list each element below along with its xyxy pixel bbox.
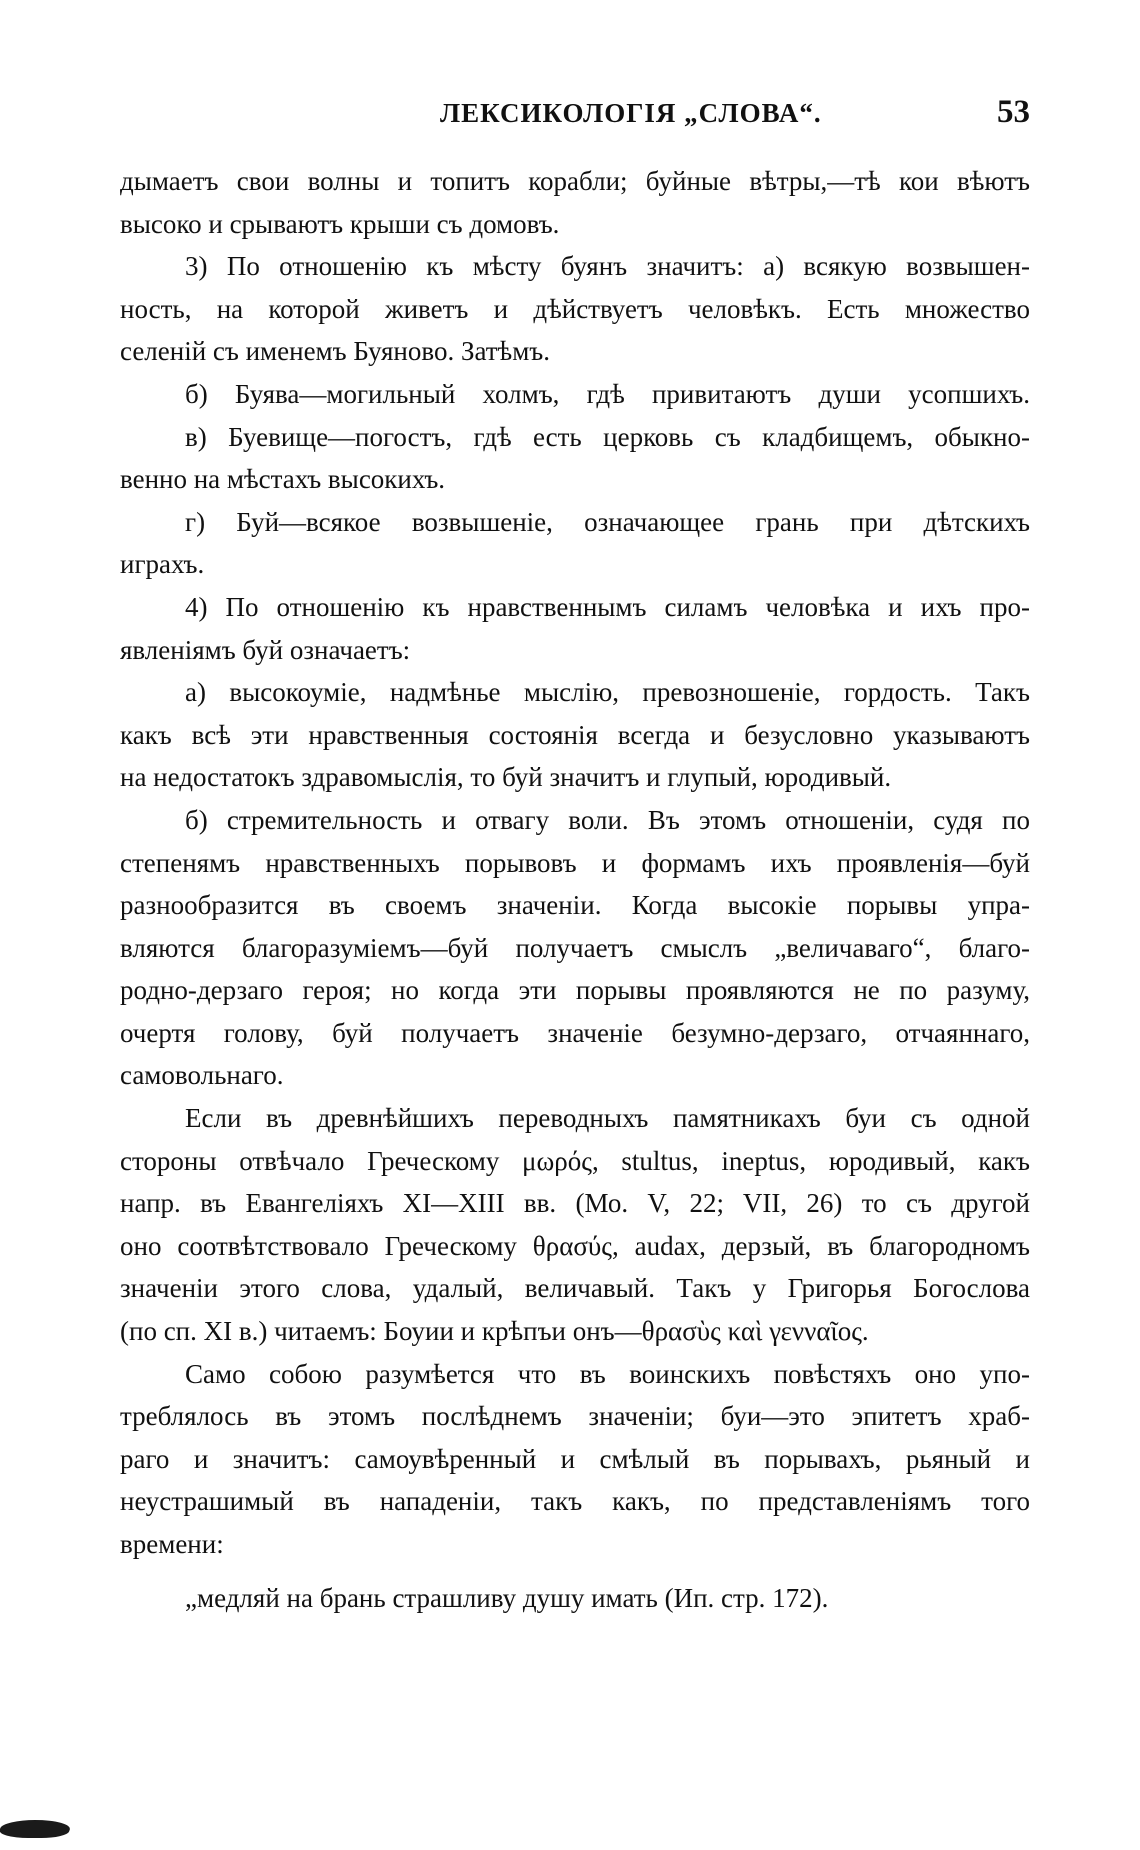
- text-line: б) стремительность и отвагу воли. Въ этомъ отношеніи, судя по: [185, 804, 1030, 835]
- body-text: [120, 160, 1030, 1566]
- text-line: на недостатокъ здравомыслія, то буй значитъ и глупый, юродивый.: [120, 762, 892, 793]
- text-line: 3) По отношенію къ мѣсту буянъ значитъ: а) всякую возвышен-: [185, 251, 1030, 282]
- text-line: вляются благоразуміемъ—буй получаетъ смыслъ „величаваго“, благо-: [120, 932, 1030, 963]
- text-line: ность, на которой живетъ и дѣйствуетъ человѣкъ. Есть множество: [120, 293, 1030, 324]
- text-line: (по сп. XI в.) читаемъ: Боуии и крѣпъи онъ—θρασὺς καὶ γενναῖος.: [120, 1316, 869, 1347]
- text-line: значеніи этого слова, удалый, величавый. Такъ у Григорья Богослова: [120, 1273, 1030, 1304]
- text-line: оно соотвѣтствовало Греческому θρασύς, audax, дерзый, въ благородномъ: [120, 1230, 1030, 1261]
- page-number: 53: [997, 94, 1030, 130]
- text-line: явленіямъ буй означаетъ:: [120, 634, 411, 665]
- running-title: ЛЕКСИКОЛОГІЯ „СЛОВА“.: [440, 98, 822, 128]
- text-line: Само собою разумѣется что въ воинскихъ повѣстяхъ оно упо-: [185, 1358, 1030, 1389]
- text-line: г) Буй—всякое возвышеніе, означающее грань при дѣтскихъ: [185, 506, 1030, 537]
- text-line: очертя голову, буй получаетъ значеніе безумно-дерзаго, отчаяннаго,: [120, 1017, 1030, 1048]
- text-line: дымаетъ свои волны и топитъ корабли; буйные вѣтры,—тѣ кои вѣютъ: [120, 166, 1030, 196]
- page-header: [120, 94, 1030, 138]
- text-line: в) Буевище—погостъ, гдѣ есть церковь съ кладбищемъ, обыкно-: [185, 421, 1030, 452]
- text-line: венно на мѣстахъ высокихъ.: [120, 464, 446, 495]
- text-line: играхъ.: [120, 549, 205, 580]
- text-line: б) Буява—могильный холмъ, гдѣ привитаютъ души усопшихъ.: [185, 378, 1030, 409]
- quotation: „медляй на брань страшливу душу имать (Ип. стр. 172).: [185, 1583, 829, 1613]
- text-line: 4) По отношенію къ нравственнымъ силамъ человѣка и ихъ про-: [185, 591, 1030, 622]
- text-line: а) высокоуміе, надмѣнье мыслію, превозношеніе, гордость. Такъ: [185, 677, 1030, 708]
- text-line: напр. въ Евангеліяхъ XI—XIII вв. (Мо. V, 22; VII, 26) то съ другой: [120, 1188, 1030, 1219]
- text-line: степенямъ нравственныхъ порывовъ и формамъ ихъ проявленія—буй: [120, 847, 1030, 878]
- text-line: селеній съ именемъ Буяново. Затѣмъ.: [120, 336, 551, 367]
- text-line: неустрашимый въ нападеніи, такъ какъ, по представленіямъ того: [120, 1486, 1030, 1517]
- text-line: какъ всѣ эти нравственныя состоянія всегда и безусловно указываютъ: [120, 719, 1030, 750]
- text-line: самовольнаго.: [120, 1060, 284, 1091]
- text-line: раго и значитъ: самоувѣренный и смѣлый въ порывахъ, рьяный и: [120, 1443, 1030, 1474]
- text-line: времени:: [120, 1529, 224, 1559]
- text-line: родно-дерзаго героя; но когда эти порывы проявляются не по разуму,: [120, 975, 1030, 1006]
- text-line: высоко и срываютъ крыши съ домовъ.: [120, 208, 560, 239]
- text-line: стороны отвѣчало Греческому μωρός, stultus, ineptus, юродивый, какъ: [120, 1145, 1030, 1176]
- text-line: Если въ древнѣйшихъ переводныхъ памятникахъ буи съ одной: [185, 1103, 1030, 1134]
- text-line: треблялось въ этомъ послѣднемъ значеніи; буи—это эпитетъ храб-: [120, 1401, 1030, 1432]
- ink-smudge: [0, 1820, 73, 1838]
- text-line: разнообразится въ своемъ значеніи. Когда высокіе порывы упра-: [120, 890, 1030, 921]
